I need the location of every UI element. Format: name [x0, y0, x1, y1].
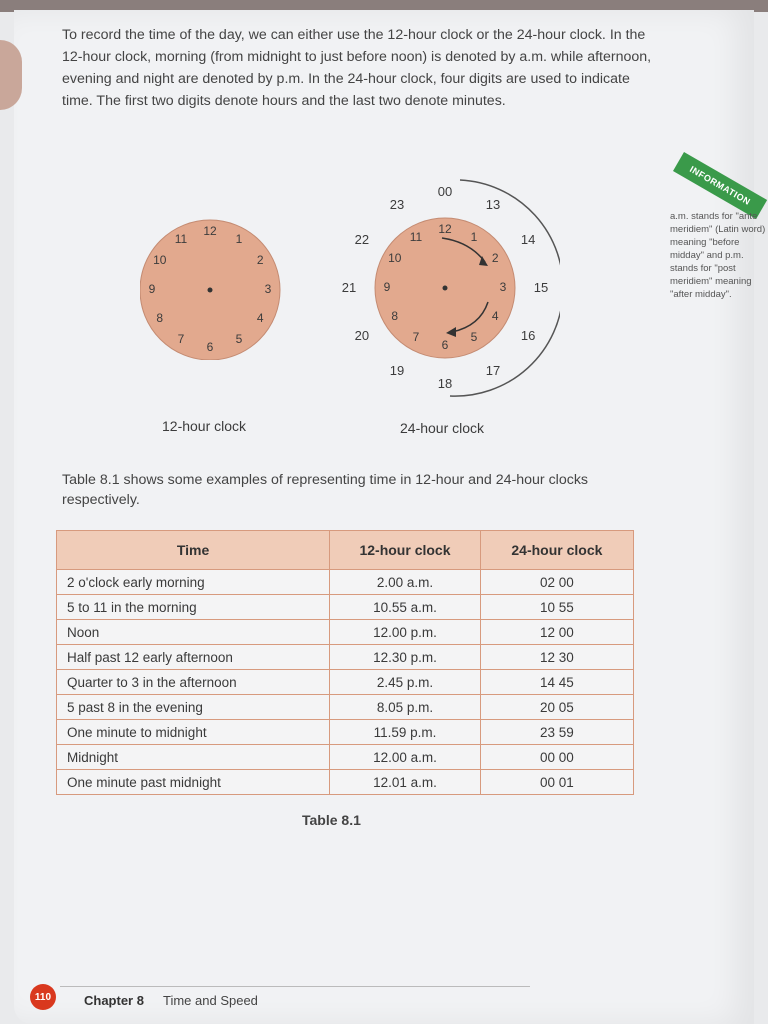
clock-12-number: 1 — [235, 231, 243, 246]
table-row — [57, 595, 634, 620]
table-caption: Table 8.1 — [302, 812, 361, 828]
clock-24-inner-number: 8 — [391, 309, 399, 323]
clock-24-inner-number: 6 — [441, 338, 449, 352]
clock-24-outer-number: 23 — [389, 196, 405, 212]
table-row — [57, 720, 634, 745]
clock-24-outer-number: 16 — [520, 328, 536, 343]
clock-24-inner-number: 3 — [499, 280, 507, 294]
page-number: 110 — [30, 984, 56, 1010]
cell-time: Half past 12 early afternoon — [57, 645, 330, 670]
clock-24-outer-number: 22 — [354, 232, 370, 247]
clock-12-number: 12 — [203, 224, 217, 238]
information-text: a.m. stands for "ante meridiem" (Latin word) meaning "before midday" and p.m. stands for "post meridiem" meaning "after midday". — [670, 211, 766, 300]
table-row — [57, 745, 634, 770]
clock-24-inner-number: 1 — [470, 229, 478, 244]
header-12-hour: 12-hour clock — [330, 531, 481, 570]
clock-12-number: 3 — [264, 282, 272, 296]
cell-24-hour: 23 59 — [480, 720, 633, 745]
footer-chapter: Chapter 8 — [84, 993, 144, 1008]
cell-12-hour: 12.00 p.m. — [330, 620, 481, 645]
cell-12-hour: 10.55 a.m. — [330, 595, 481, 620]
clock-24-outer-number: 14 — [520, 232, 536, 247]
cell-24-hour: 10 55 — [480, 595, 633, 620]
cell-12-hour: 2.00 a.m. — [330, 570, 481, 595]
clock-24-outer-number: 15 — [533, 280, 549, 295]
table-intro: Table 8.1 shows some examples of representing time in 12-hour and 24-hour clocks respectively. — [62, 472, 589, 508]
clock-12-number: 6 — [206, 340, 214, 354]
clock-12-number: 8 — [156, 311, 164, 325]
table-row — [57, 645, 634, 670]
clock-12-caption: 12-hour clock — [162, 418, 247, 434]
table-header-row — [57, 531, 634, 570]
thumb — [0, 40, 22, 110]
clock-24-inner-number: 4 — [491, 309, 499, 323]
cell-12-hour: 11.59 p.m. — [330, 720, 481, 745]
clock-12-number: 4 — [256, 311, 264, 325]
clock-24-outer-number: 20 — [354, 328, 370, 343]
footer-title: Time and Speed — [163, 993, 258, 1008]
cell-24-hour: 00 01 — [480, 770, 633, 795]
cell-time: One minute past midnight — [57, 770, 330, 795]
clock-24-outer-number: 17 — [485, 363, 501, 379]
clock-24-outer-number: 13 — [485, 196, 501, 212]
table-row — [57, 670, 634, 695]
table-row — [57, 695, 634, 720]
clock-12-number: 9 — [148, 282, 156, 296]
header-24-hour: 24-hour clock — [480, 531, 633, 570]
clock-12-number: 2 — [256, 253, 264, 267]
intro-paragraph: To record the time of the day, we can either use the 12-hour clock or the 24-hour clock. In the 12-hour clock, morning (from midnight to just before noon) is denoted by a.m. while afternoon, evening and night are denoted by p.m. In the 24-hour clock, four digits are used to indicate time. The first two digits denote hours and the last two denote minutes. — [62, 27, 652, 109]
cell-time: 5 to 11 in the morning — [57, 595, 330, 620]
cell-time: One minute to midnight — [57, 720, 330, 745]
clock-24-outer-number: 00 — [437, 184, 453, 199]
clock-24-inner-number: 11 — [409, 229, 423, 244]
clock-24-inner-number: 7 — [412, 330, 420, 345]
cell-24-hour: 12 30 — [480, 645, 633, 670]
clock-24-inner-number: 2 — [491, 251, 499, 265]
cell-12-hour: 12.30 p.m. — [330, 645, 481, 670]
table-row — [57, 620, 634, 645]
cell-24-hour: 14 45 — [480, 670, 633, 695]
table-row — [57, 570, 634, 595]
clock-12-number: 11 — [174, 231, 188, 246]
clock-24-outer-number: 18 — [437, 376, 453, 391]
cell-24-hour: 02 00 — [480, 570, 633, 595]
table-row — [57, 770, 634, 795]
cell-24-hour: 12 00 — [480, 620, 633, 645]
cell-24-hour: 20 05 — [480, 695, 633, 720]
clock-12-number: 10 — [153, 253, 167, 267]
header-time: Time — [57, 531, 330, 570]
clock-24-outer-number: 21 — [341, 280, 357, 295]
clock-24-inner-number: 9 — [383, 280, 391, 294]
information-tab: INFORMATION — [673, 152, 767, 219]
footer-rule — [60, 986, 530, 987]
cell-time: Midnight — [57, 745, 330, 770]
time-table — [56, 530, 634, 795]
clock-24-inner-number: 12 — [438, 222, 452, 236]
cell-time: Noon — [57, 620, 330, 645]
cell-time: 5 past 8 in the evening — [57, 695, 330, 720]
clock-24-caption: 24-hour clock — [400, 420, 485, 436]
clock-24-inner-number: 5 — [470, 330, 478, 345]
cell-24-hour: 00 00 — [480, 745, 633, 770]
clock-24-outer-number: 19 — [389, 363, 405, 379]
cell-time: 2 o'clock early morning — [57, 570, 330, 595]
clock-24-inner-number: 10 — [388, 251, 402, 265]
cell-12-hour: 12.00 a.m. — [330, 745, 481, 770]
book-page — [14, 10, 754, 1024]
cell-12-hour: 2.45 p.m. — [330, 670, 481, 695]
clock-12-number: 7 — [177, 332, 185, 347]
cell-12-hour: 12.01 a.m. — [330, 770, 481, 795]
cell-time: Quarter to 3 in the afternoon — [57, 670, 330, 695]
clock-12-number: 5 — [235, 332, 243, 347]
cell-12-hour: 8.05 p.m. — [330, 695, 481, 720]
clock-24-hour — [330, 170, 560, 400]
